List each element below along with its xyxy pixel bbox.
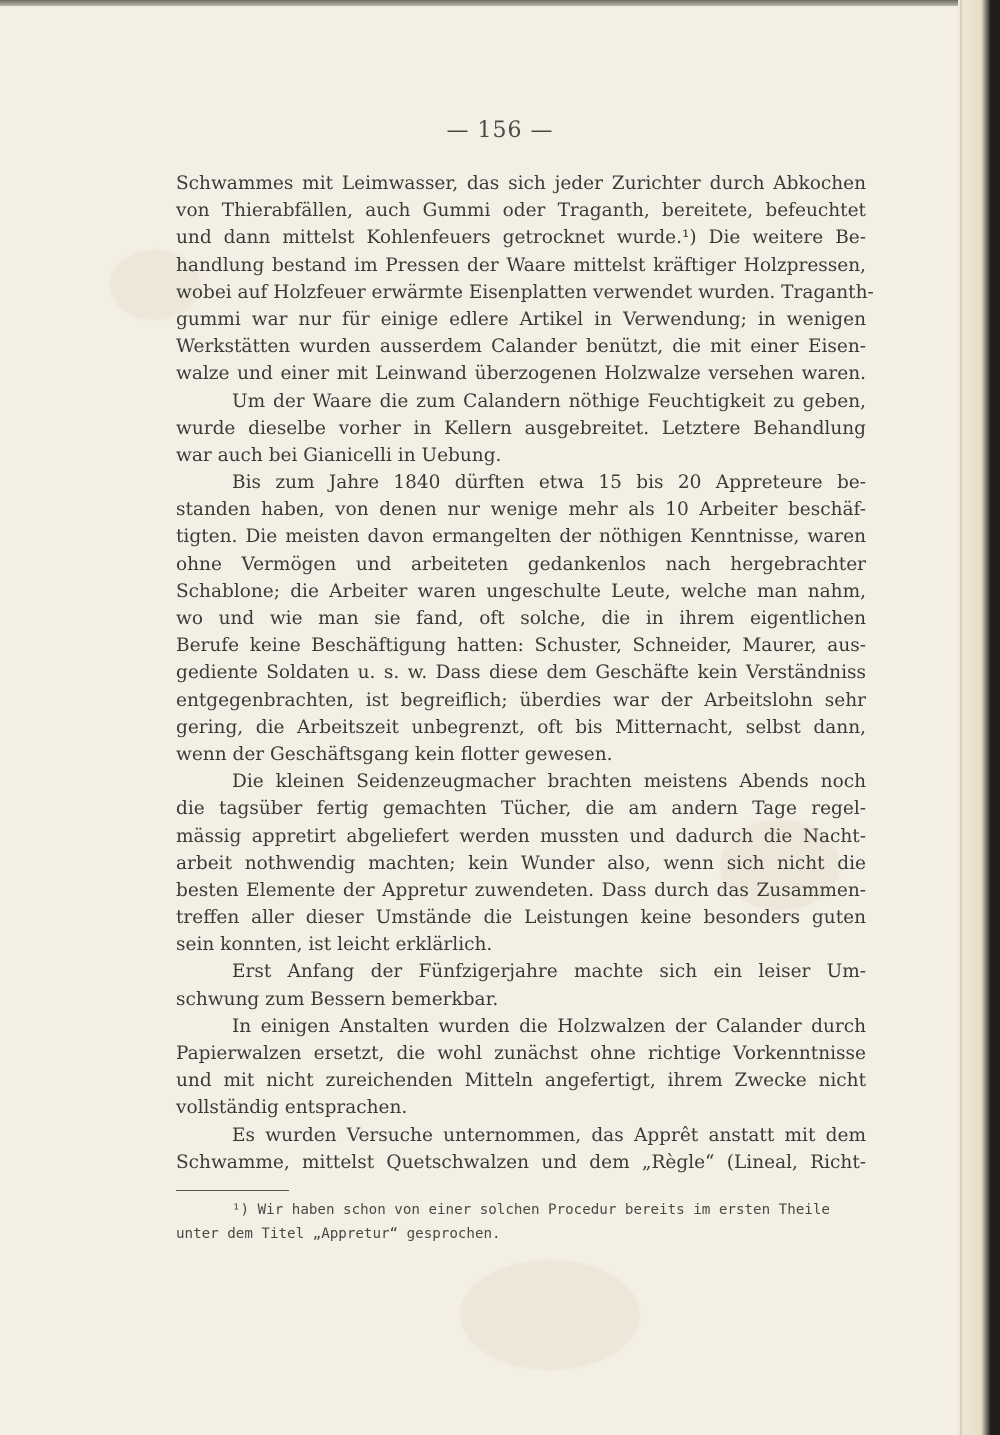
body-text <box>176 170 874 1176</box>
page-binding-line <box>960 0 962 1435</box>
text-line: schwung zum Bessern bemerkbar. <box>176 988 499 1010</box>
text-line: gediente Soldaten u. s. w. Dass diese dem Geschäfte kein Verständniss <box>176 662 866 684</box>
text-line: sein konnten, ist leicht erklärlich. <box>176 934 493 956</box>
text-line: Bis zum Jahre 1840 dürften etwa 15 bis 20 Appreteure be- <box>232 472 866 494</box>
text-line: tigten. Die meisten davon ermangelten der nöthigen Kenntnisse, waren <box>176 526 866 548</box>
footnote-line: unter dem Titel „Appretur“ gesprochen. <box>176 1226 501 1242</box>
text-line: Berufe keine Beschäftigung hatten: Schuster, Schneider, Maurer, aus- <box>176 635 866 657</box>
text-line: Erst Anfang der Fünfzigerjahre machte sich ein leiser Um- <box>232 961 866 983</box>
text-line: von Thierabfällen, auch Gummi oder Traganth, bereitete, befeuchtet <box>176 200 866 222</box>
text-line: wurde dieselbe vorher in Kellern ausgebreitet. Letztere Behandlung <box>176 417 866 439</box>
text-line: wo und wie man sie fand, oft solche, die in ihrem eigentlichen <box>176 608 866 629</box>
text-line: war auch bei Gianicelli in Uebung. <box>176 444 502 466</box>
text-line: mässig appretirt abgeliefert werden mussten und dadurch die Nacht- <box>176 825 866 847</box>
page-right-edge <box>958 0 1000 1435</box>
top-edge-rule <box>0 0 1000 6</box>
footnote-line: ¹) Wir haben schon von einer solchen Procedur bereits im ersten Theile <box>232 1202 830 1218</box>
text-line: Schwamme, mittelst Quetschwalzen und dem „Règle“ (Lineal, Richt- <box>176 1151 866 1173</box>
text-line: standen haben, von denen nur wenige mehr als 10 Arbeiter beschäf- <box>176 499 866 521</box>
text-line: und mit nicht zureichenden Mitteln angefertigt, ihrem Zwecke nicht <box>176 1070 866 1092</box>
text-line: und dann mittelst Kohlenfeuers getrocknet wurde.¹) Die weitere Be- <box>176 227 866 249</box>
text-line: walze und einer mit Leinwand überzogenen Holzwalze versehen waren. <box>176 363 866 385</box>
text-line: ohne Vermögen und arbeiteten gedankenlos nach hergebrachter <box>176 553 866 575</box>
text-line: Die kleinen Seidenzeugmacher brachten meistens Abends noch <box>232 771 866 793</box>
text-line: Papierwalzen ersetzt, die wohl zunächst ohne richtige Vorkenntnisse <box>176 1043 866 1064</box>
text-line: die tagsüber fertig gemachten Tücher, die am andern Tage regel- <box>176 798 866 820</box>
text-line: Schablone; die Arbeiter waren ungeschulte Leute, welche man nahm, <box>176 580 866 602</box>
text-line: Schwammes mit Leimwasser, das sich jeder Zurichter durch Abkochen <box>176 173 866 194</box>
text-line: entgegenbrachten, ist begreiflich; überdies war der Arbeitslohn sehr <box>176 689 866 711</box>
footnote <box>176 1198 866 1246</box>
paper-stain <box>460 1260 640 1370</box>
text-line: gering, die Arbeitszeit unbegrenzt, oft bis Mitternacht, selbst dann, <box>176 716 866 738</box>
text-line: Werkstätten wurden ausserdem Calander benützt, die mit einer Eisen- <box>176 336 866 358</box>
text-line: treffen aller dieser Umstände die Leistungen keine besonders guten <box>176 907 866 929</box>
text-line: gummi war nur für einige edlere Artikel in Verwendung; in wenigen <box>176 308 866 330</box>
text-line: In einigen Anstalten wurden die Holzwalzen der Calander durch <box>232 1015 866 1037</box>
page-number: — 156 — <box>446 118 554 143</box>
text-line: besten Elemente der Appretur zuwendeten. Dass durch das Zusammen- <box>176 879 866 901</box>
text-line: wenn der Geschäftsgang kein flotter gewesen. <box>176 743 613 765</box>
text-line: Es wurden Versuche unternommen, das Apprêt anstatt mit dem <box>232 1124 866 1146</box>
footnote-rule <box>176 1190 289 1191</box>
text-line: arbeit nothwendig machten; kein Wunder also, wenn sich nicht die <box>176 852 866 874</box>
text-line: vollständig entsprachen. <box>176 1097 408 1119</box>
text-line: handlung bestand im Pressen der Waare mittelst kräftiger Holzpressen, <box>176 254 866 276</box>
text-line: Um der Waare die zum Calandern nöthige Feuchtigkeit zu geben, <box>232 390 866 412</box>
text-line: wobei auf Holzfeuer erwärmte Eisenplatten verwendet wurden. Traganth- <box>176 281 874 303</box>
